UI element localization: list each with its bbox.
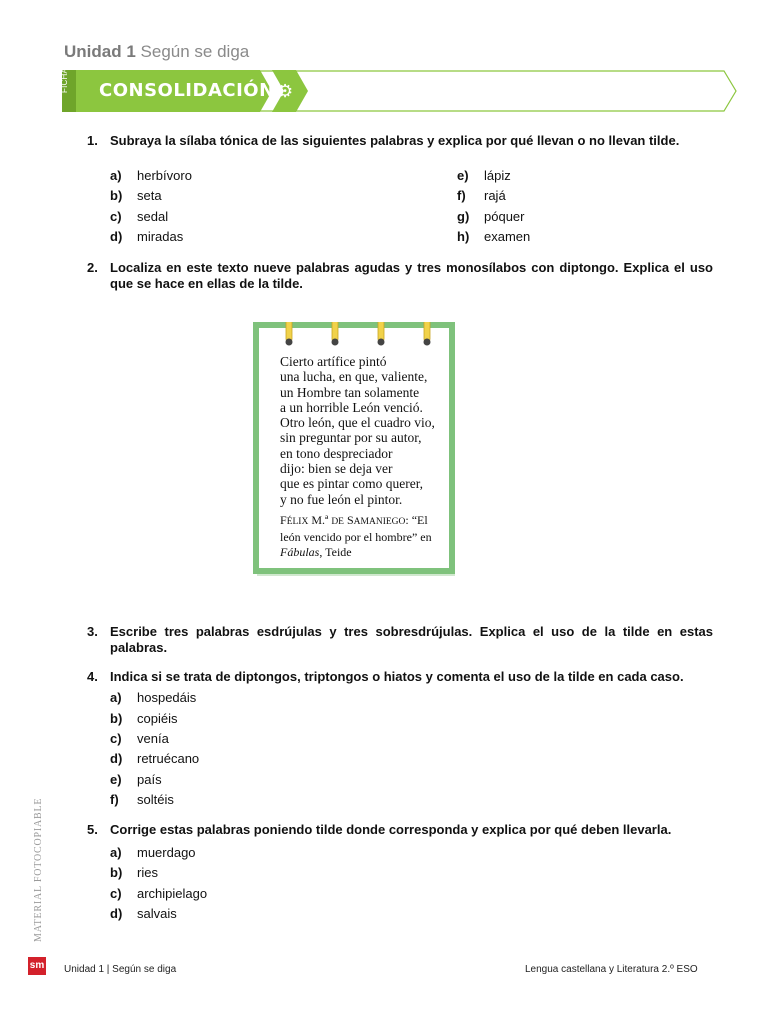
list-item (110, 168, 192, 184)
poem-citation (280, 513, 450, 560)
list-item (110, 209, 168, 225)
cite-part: DE (331, 517, 344, 527)
cite-part: S (343, 513, 354, 527)
list-item (110, 865, 158, 881)
question-text: Indica si se trata de diptongos, triptongos o hiatos y comenta el uso de la tilde en cada caso. (110, 669, 684, 684)
banner-label: CONSOLIDACIÓN (99, 80, 275, 101)
footer-right: Lengua castellana y Literatura 2.º ESO (525, 964, 698, 975)
option-letter: f) (110, 792, 119, 807)
poem-line: y no fue león el pintor. (280, 491, 403, 507)
option-letter: b) (110, 711, 123, 726)
question-5 (87, 822, 713, 838)
list-item (110, 711, 177, 727)
cite-book: Fábulas (280, 545, 320, 559)
gear-icon: ⚙ (277, 81, 294, 101)
option-letter: a) (110, 690, 122, 705)
option-letter: a) (110, 845, 122, 860)
list-item (110, 772, 162, 788)
list-item (110, 886, 207, 902)
option-word: hospedáis (137, 690, 197, 705)
question-number: 4. (87, 669, 98, 684)
option-letter: d) (110, 229, 123, 244)
list-item (110, 845, 196, 861)
option-letter: c) (110, 886, 122, 901)
poem-text (280, 354, 450, 507)
poem-line: sin preguntar por su autor, (280, 430, 422, 446)
option-word: rajá (484, 188, 506, 203)
option-word: salvais (137, 906, 177, 921)
cite-part: M.ª (308, 513, 332, 527)
question-text: Escribe tres palabras esdrújulas y tres sobresdrújulas. Explica el uso de la tilde en estas palabras. (110, 624, 713, 655)
option-word: herbívoro (137, 168, 192, 183)
option-letter: g) (457, 209, 470, 224)
poem-line: dijo: bien se deja ver (280, 461, 393, 477)
option-word: país (137, 772, 162, 787)
question-text: Localiza en este texto nueve palabras agudas y tres monosílabos con diptongo. Explica el uso que se hace en ellas de la tilde. (110, 260, 713, 291)
option-letter: a) (110, 168, 122, 183)
option-word: muerdago (137, 845, 196, 860)
list-item (457, 188, 506, 204)
option-word: retruécano (137, 751, 200, 766)
question-text: Corrige estas palabras poniendo tilde donde corresponda y explica por qué deben llevarla. (110, 822, 672, 837)
cite-part: : “El león vencido por el hombre” en (280, 513, 432, 544)
question-text: Subraya la sílaba tónica de las siguientes palabras y explica por qué llevan o no llevan tilde. (110, 133, 680, 148)
cite-part: AMANIEGO (353, 517, 406, 527)
list-item (110, 906, 177, 922)
option-word: seta (137, 188, 162, 203)
question-number: 5. (87, 822, 98, 837)
poem-line: una lucha, en que, valiente, (280, 369, 428, 385)
publisher-logo: sm (28, 957, 46, 975)
list-item (457, 229, 530, 245)
option-letter: c) (110, 731, 122, 746)
list-item (457, 209, 524, 225)
poem-line: en tono despreciador (280, 445, 393, 461)
footer-left: Unidad 1 | Según se diga (64, 964, 177, 975)
cite-part: , Teide (319, 545, 352, 559)
option-word: ries (137, 865, 158, 880)
option-word: copiéis (137, 711, 178, 726)
question-number: 2. (87, 260, 98, 275)
option-word: sedal (137, 209, 169, 224)
option-word: lápiz (484, 168, 511, 183)
option-word: póquer (484, 209, 525, 224)
poem-line: un Hombre tan solamente (280, 384, 420, 400)
option-word: miradas (137, 229, 184, 244)
poem-line: que es pintar como querer, (280, 476, 424, 492)
option-letter: d) (110, 751, 123, 766)
list-item (110, 188, 162, 204)
option-letter: b) (110, 865, 123, 880)
option-letter: e) (457, 168, 469, 183)
list-item (110, 751, 199, 767)
poem-line: Otro león, que el cuadro vio, (280, 415, 435, 431)
unit-number: Unidad 1 (64, 42, 136, 61)
option-letter: c) (110, 209, 122, 224)
question-number: 3. (87, 624, 98, 639)
option-word: venía (137, 731, 169, 746)
option-letter: e) (110, 772, 122, 787)
option-word: soltéis (137, 792, 174, 807)
option-letter: b) (110, 188, 123, 203)
cite-part: F (280, 513, 287, 527)
photocopiable-label: MATERIAL FOTOCOPIABLE (33, 797, 44, 942)
list-item (110, 731, 169, 747)
question-3 (87, 624, 713, 656)
poem-line: a un horrible León venció. (280, 399, 423, 415)
list-item (110, 792, 174, 808)
poem-line: Cierto artífice pintó (280, 354, 387, 369)
option-word: archipielago (137, 886, 208, 901)
option-letter: d) (110, 906, 123, 921)
question-2 (87, 260, 713, 292)
option-letter: f) (457, 188, 466, 203)
list-item (457, 168, 511, 184)
option-letter: h) (457, 229, 470, 244)
page-title (64, 42, 249, 62)
question-4 (87, 669, 713, 685)
option-word: examen (484, 229, 531, 244)
question-number: 1. (87, 133, 98, 148)
list-item (110, 690, 196, 706)
list-item (110, 229, 183, 245)
question-1 (87, 133, 713, 149)
unit-name: Según se diga (140, 42, 250, 61)
banner-small-label: FICHA DE (60, 54, 69, 93)
cite-part: ÉLIX (286, 517, 309, 527)
